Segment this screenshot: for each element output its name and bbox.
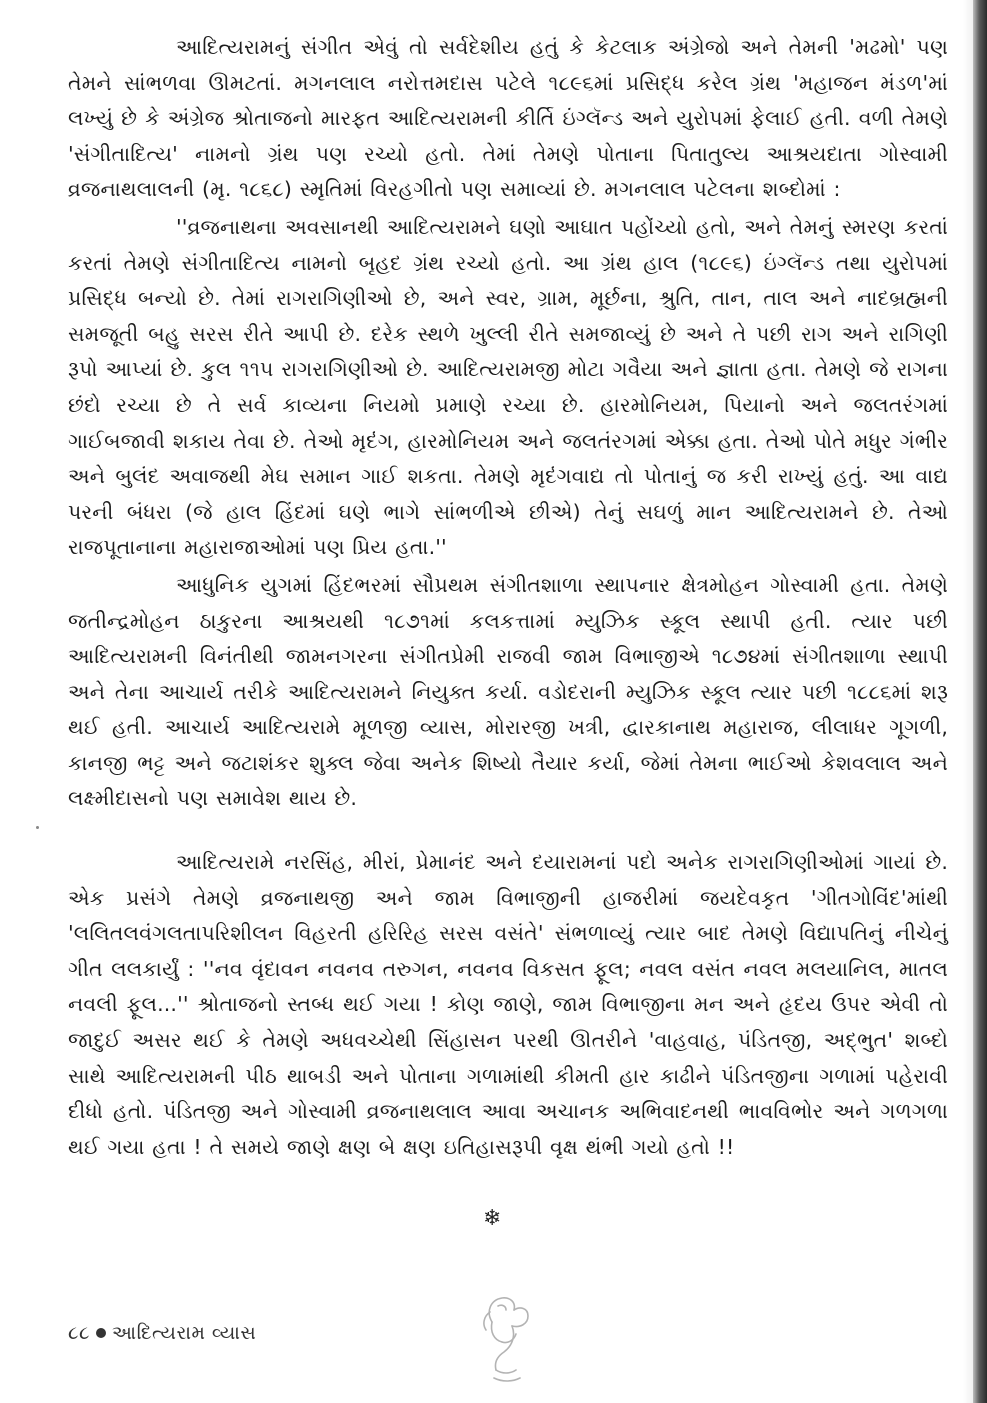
bullet-icon [96, 1328, 106, 1338]
page-number: ૮૮ [68, 1322, 90, 1344]
page-footer [68, 1322, 256, 1344]
paragraph-performance: આદિત્યરામે નરસિંહ, મીરાં, પ્રેમાનંદ અને દયારામનાં પદો અનેક રાગરાગિણીઓમાં ગાયાં છે. એક પ્રસંગે તેમણે વ્રજનાથજી અને જામ વિભાજીની હાજરીમાં જયદેવકૃત 'ગીતગોવિંદ'માંથી 'લલિતલવંગલતાપરિશીલન વિહરતી હરિરિહ સરસ વસંતે' સંભળાવ્યું ત્યાર બાદ તેમણે વિદ્યાપતિનું નીચેનું ગીત લલકાર્યું : ''નવ વૃંદાવન નવનવ તરુગન, નવનવ વિકસત ફૂલ; નવલ વસંત નવલ મલયાનિલ, માતલ નવલી ફૂલ...'' શ્રોતાજનો સ્તબ્ધ થઈ ગયા ! કોણ જાણે, જામ વિભાજીના મન અને હૃદય ઉપર એવી તો જાદુઈ અસર થઈ કે તેમણે અધવચ્ચેથી સિંહાસન પરથી ઊતરીને 'વાહવાહ, પંડિતજી, અદ્ભુત' શબ્દો સાથે આદિત્યરામની પીઠ થાબડી અને પોતાના ગળામાંથી કીમતી હાર કાઢીને પંડિતજીના ગળામાં પહેરાવી દીધો હતો. પંડિતજી અને ગોસ્વામી વ્રજનાથલાલ આવા અચાનક અભિવાદનથી ભાવવિભોર અને ગળગળા થઈ ગયા હતા ! તે સમયે જાણે ક્ષણ બે ક્ષણ ઇતિહાસરૂપી વૃક્ષ થંભી ગયો હતો !! [68, 850, 948, 1159]
scan-speck [36, 826, 39, 829]
faint-emblem-icon [472, 1282, 540, 1390]
page-gutter-shadow [963, 0, 973, 1403]
page-binding-edge [973, 0, 987, 1403]
footer-book-title: આદિત્યરામ વ્યાસ [111, 1322, 257, 1344]
paragraph-quote: ''વ્રજનાથના અવસાનથી આદિત્યરામને ઘણો આઘાત પહોંચ્યો હતો, અને તેમનું સ્મરણ કરતાં કરતાં તેમણે સંગીતાદિત્ય નામનો બૃહદ ગ્રંથ રચ્યો હતો. આ ગ્રંથ હાલ (૧૮૯૬) ઇંગ્લૅન્ડ તથા યુરોપમાં પ્રસિદ્ધ બન્યો છે. તેમાં રાગરાગિણીઓ છે, અને સ્વર, ગ્રામ, મૂર્છના, શ્રુતિ, તાન, તાલ અને નાદબ્રહ્મની સમજૂતી બહુ સરસ રીતે આપી છે. દરેક સ્થળે ખુલ્લી રીતે સમજાવ્યું છે અને તે પછી રાગ અને રાગિણી રૂપો આપ્યાં છે. કુલ ૧૧૫ રાગરાગિણીઓ છે. આદિત્યરામજી મોટા ગવૈયા અને જ્ઞાતા હતા. તેમણે જે રાગના છંદો રચ્યા છે તે સર્વ કાવ્યના નિયમો પ્રમાણે રચ્યા છે. હારમોનિયમ, પિયાનો અને જલતરંગમાં ગાઈબજાવી શકાય તેવા છે. તેઓ મૃદંગ, હારમોનિયમ અને જલતંરગમાં એક્કા હતા. તેઓ પોતે મધુર ગંભીર અને બુલંદ અવાજથી મેઘ સમાન ગાઈ શકતા. તેમણે મૃદંગવાદ્ય તો પોતાનું જ કરી રાખ્યું હતું. આ વાદ્ય પરની બંધરા (જે હાલ હિંદમાં ઘણે ભાગે સાંભળીએ છીએ) તેનું સઘળું માન આદિત્યરામને છે. તેઓ રાજપૂતાનાના મહારાજાઓમાં પણ પ્રિય હતા.'' [68, 214, 948, 560]
paragraph-music-school: આધુનિક યુગમાં હિંદભરમાં સૌપ્રથમ સંગીતશાળા સ્થાપનાર ક્ષેત્રમોહન ગોસ્વામી હતા. તેમણે જતીન્દ્રમોહન ઠાકુરના આશ્રયથી ૧૮૭૧માં કલકત્તામાં મ્યુઝિક સ્કૂલ સ્થાપી હતી. ત્યાર પછી આદિત્યરામની વિનંતીથી જામનગરના સંગીતપ્રેમી રાજવી જામ વિભાજીએ ૧૮૭૪માં સંગીતશાળા સ્થાપી અને તેના આચાર્ય તરીકે આદિત્યરામને નિયુક્ત કર્યા. વડોદરાની મ્યુઝિક સ્કૂલ ત્યાર પછી ૧૮૮૬માં શરૂ થઈ હતી. આચાર્ય આદિત્યરામે મૂળજી વ્યાસ, મોરારજી ખત્રી, દ્વારકાનાથ મહારાજ, લીલાધર ગૂગળી, કાનજી ભટ્ટ અને જટાશંકર શુક્લ જેવા અનેક શિષ્યો તૈયાર કર્યા, જેમાં તેમના ભાઈઓ કેશવલાલ અને લક્ષ્મીદાસનો પણ સમાવેશ થાય છે. [68, 572, 948, 811]
body-text [68, 30, 948, 1165]
paragraph-intro: આદિત્યરામનું સંગીત એવું તો સર્વદેશીય હતું કે કેટલાક અંગ્રેજો અને તેમની 'મઢમો' પણ તેમને સાંભળવા ઊમટતાં. મગનલાલ નરોત્તમદાસ પટેલે ૧૮૯૬માં પ્રસિદ્ધ કરેલ ગ્રંથ 'મહાજન મંડળ'માં લખ્યું છે કે અંગ્રેજ શ્રોતાજનો મારફત આદિત્યરામની કીર્તિ ઇંગ્લૅન્ડ અને યુરોપમાં ફેલાઈ હતી. વળી તેમણે 'સંગીતાદિત્ય' નામનો ગ્રંથ પણ રચ્યો હતો. તેમાં તેમણે પોતાના પિતાતુલ્ય આશ્રયદાતા ગોસ્વામી વ્રજનાથલાલની (મૃ. ૧૮૬૮) સ્મૃતિમાં વિરહગીતો પણ સમાવ્યાં છે. મગનલાલ પટેલના શબ્દોમાં : [68, 35, 948, 202]
snowflake-ornament-icon: ❄ [483, 1206, 502, 1231]
